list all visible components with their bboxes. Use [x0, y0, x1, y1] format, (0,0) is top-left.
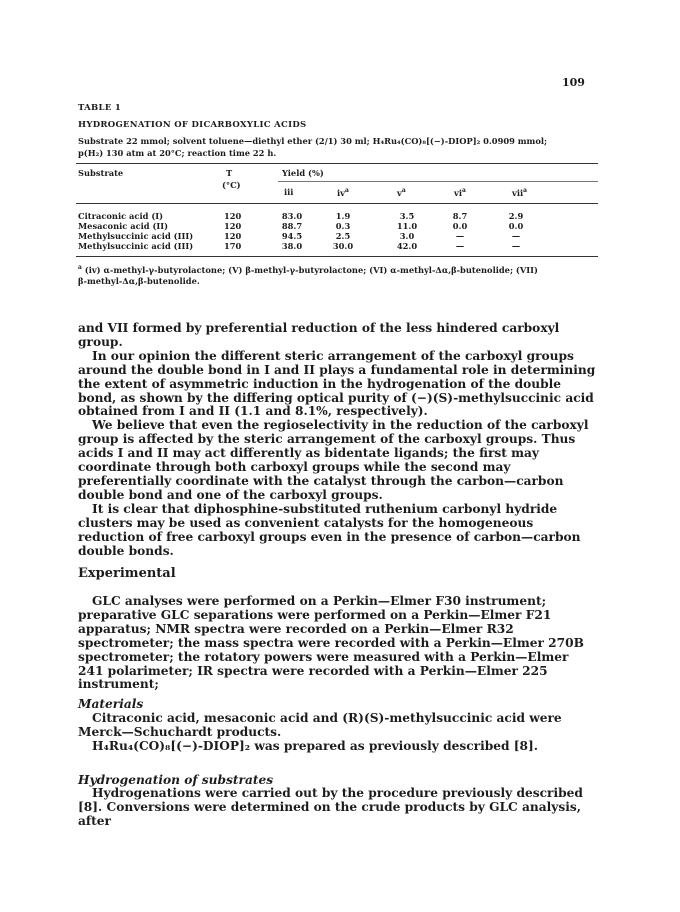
table-footnote: $^a$ (iv) α-methyl-γ-butyrolactone; (V) β-methyl-γ-butyrolactone; (VI) α-methyl-Δα,β-butenolide; (VII) β-methyl-Δα,β-butenolide.	[78, 264, 538, 286]
cell-substrate: Mesaconic acid (II)	[78, 221, 169, 231]
col-header-iv: $iv^a$	[337, 187, 349, 198]
table-title: TABLE 1	[78, 103, 122, 113]
subsection-heading-materials: Materials	[78, 697, 144, 711]
paragraph: In our opinion the different steric arrangement of the carboxyl groups around the double bond in I and II plays a fundamental role in determining the extent of asymmetric induction in the hydrogenation of the double bond, as shown by the differing optical purity of (−)(S)-methylsuccinic acid obtained from I and II (1.1 and 8.1%, respectively).	[78, 348, 596, 419]
cell-iii: 38.0	[281, 241, 303, 251]
cell-vi: 8.7	[452, 211, 468, 221]
cell-t: 120	[224, 231, 242, 241]
cell-substrate: Citraconic acid (I)	[78, 211, 164, 221]
cell-iv: 1.9	[335, 211, 351, 221]
cell-substrate: Methylsuccinic acid (III)	[78, 241, 194, 251]
cell-iv: 2.5	[335, 231, 351, 241]
hydrogenation-paragraph: Hydrogenations were carried out by the procedure previously described [8]. Conversions were determined on the crude products by GLC analysis, after	[78, 786, 583, 828]
col-header-iii: iii	[284, 187, 294, 197]
cell-t: 120	[224, 221, 242, 231]
col-header-t-unit: (°C)	[222, 180, 241, 190]
cell-iii: 94.5	[281, 231, 303, 241]
cell-iii: 83.0	[281, 211, 303, 221]
cell-vii: —	[511, 231, 521, 241]
cell-t: 170	[224, 241, 242, 251]
section-heading-experimental: Experimental	[78, 566, 176, 581]
table-conditions-line2: p(H₂) 130 atm at 20°C; reaction time 22 h.	[78, 148, 277, 158]
cell-vi: —	[455, 231, 465, 241]
paragraph: It is clear that diphosphine-substituted ruthenium carbonyl hydride clusters may be used as convenient catalysts for the homogeneous reduction of free carboxyl groups even in the presence of carbon—carbon double bonds.	[78, 501, 581, 558]
col-header-substrate: Substrate	[78, 168, 124, 178]
yield-rule	[278, 181, 598, 182]
cell-vi: 0.0	[452, 221, 468, 231]
paragraph: and VII formed by preferential reduction of the less hindered carboxyl group.	[78, 321, 560, 349]
cell-vii: —	[511, 241, 521, 251]
col-header-yield: Yield (%)	[282, 168, 324, 178]
col-header-vi: $vi^a$	[454, 187, 466, 198]
page-number: 109	[562, 76, 585, 89]
table-bottom-rule	[76, 256, 598, 257]
cell-iii: 88.7	[281, 221, 303, 231]
cell-iv: 30.0	[332, 241, 354, 251]
cell-v: 42.0	[396, 241, 418, 251]
cell-iv: 0.3	[335, 221, 351, 231]
experimental-paragraph: GLC analyses were performed on a Perkin—Elmer F30 instrument; preparative GLC separations were performed on a Perkin—Elmer F21 apparatus; NMR spectra were recorded on a Perkin—Elmer R32 spectrometer; the mass spectra were recorded with a Perkin—Elmer 270B spectrometer; the rotatory powers were measured with a Perkin—Elmer 241 polarimeter; IR spectra were recorded with a Perkin—Elmer 225 instrument;	[78, 594, 584, 692]
subsection-heading-hydrogenation: Hydrogenation of substrates	[78, 773, 274, 787]
cell-v: 3.0	[399, 231, 415, 241]
cell-v: 3.5	[399, 211, 415, 221]
cell-v: 11.0	[396, 221, 418, 231]
cell-substrate: Methylsuccinic acid (III)	[78, 231, 194, 241]
cell-vi: —	[455, 241, 465, 251]
table-header-rule	[76, 203, 598, 204]
col-header-v: $v^a$	[397, 187, 406, 198]
materials-paragraphs: Citraconic acid, mesaconic acid and (R)(S)-methylsuccinic acid were Merck—Schuchardt products. H₄Ru₄(CO)₈[(−)-DIOP]₂ was prepared as previously described [8].	[78, 711, 562, 753]
body-paragraphs	[78, 322, 598, 558]
table-conditions-line1: Substrate 22 mmol; solvent toluene—diethyl ether (2/1) 30 ml; H₄Ru₄(CO)₈[(−)-DIOP]₂ 0.0909 mmol;	[78, 136, 548, 146]
cell-vii: 0.0	[508, 221, 524, 231]
cell-vii: 2.9	[508, 211, 524, 221]
table-top-rule	[76, 163, 598, 164]
col-header-vii: vii$^a$	[512, 187, 528, 198]
paragraph: We believe that even the regioselectivity in the reduction of the carboxyl group is affected by the steric arrangement of the carboxyl groups. Thus acids I and II may act differently as bidentate ligands; the first may coordinate through both carboxyl groups while the second may preferentially coordinate with the catalyst through the carbon—carbon double bond and one of the carboxyl groups.	[78, 418, 589, 502]
col-header-t: T	[226, 168, 233, 178]
cell-t: 120	[224, 211, 242, 221]
table-subtitle: HYDROGENATION OF DICARBOXYLIC ACIDS	[78, 120, 307, 130]
